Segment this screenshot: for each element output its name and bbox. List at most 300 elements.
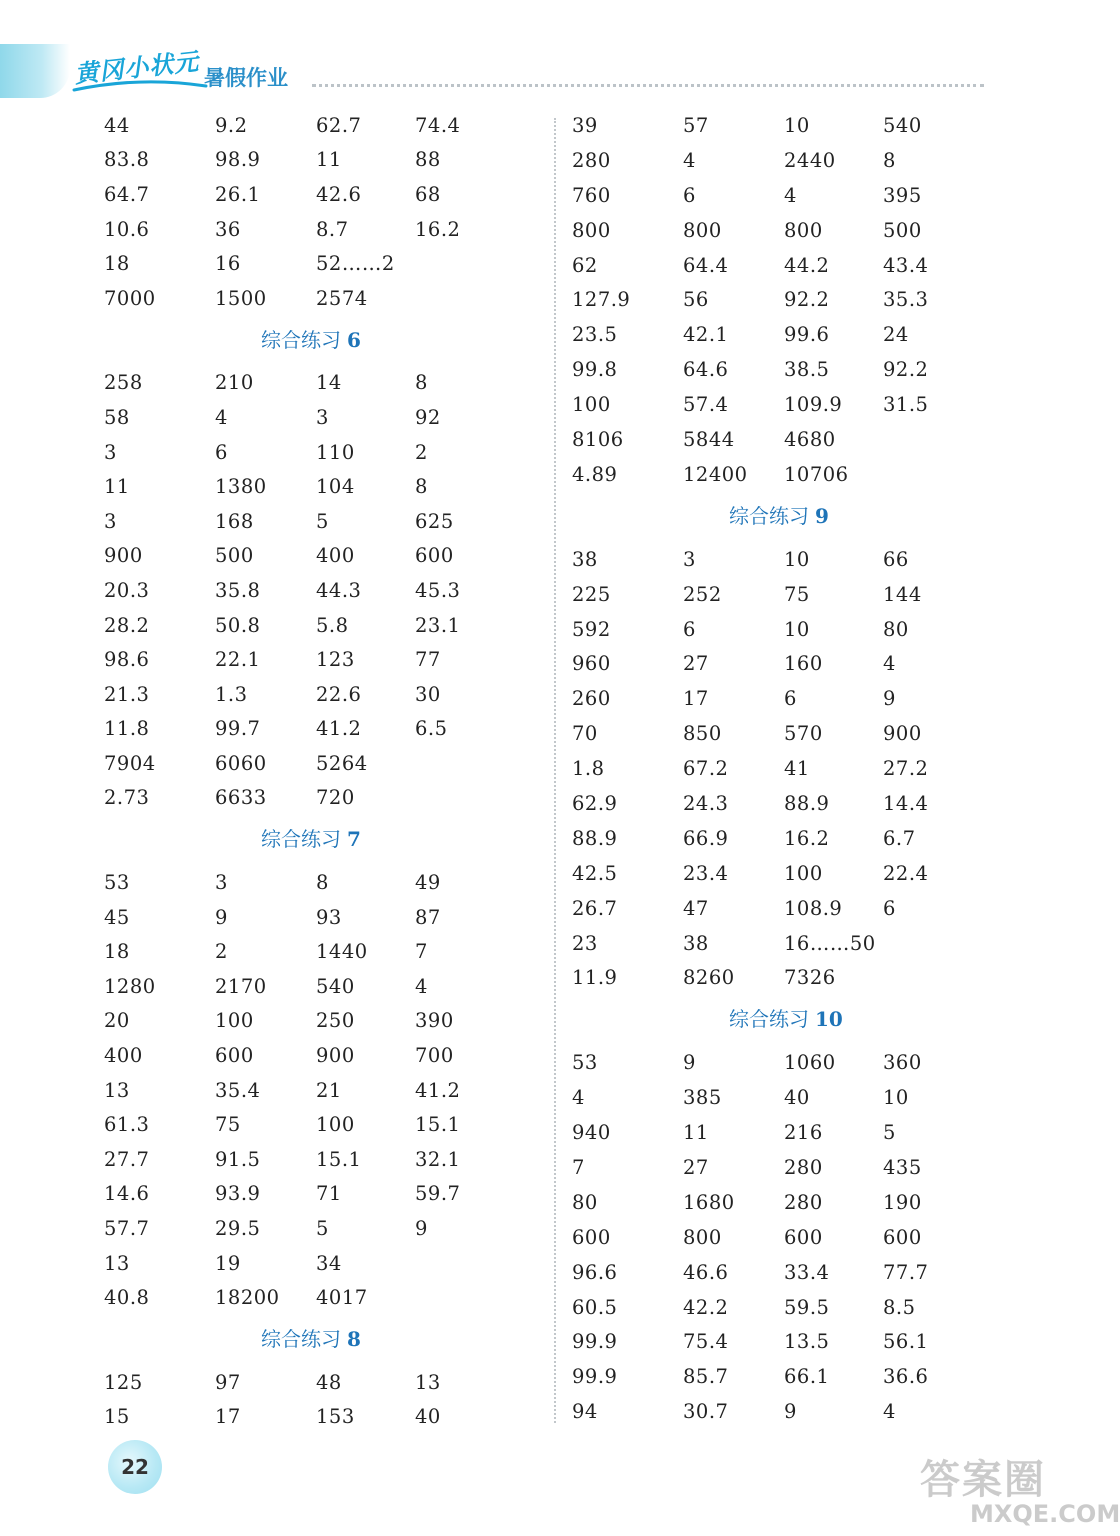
answer-row <box>104 642 534 677</box>
answer-cell: 32.1 <box>415 1147 461 1171</box>
answer-cell: 760 <box>572 183 611 207</box>
answer-row <box>572 248 1002 283</box>
answer-cell: 8.5 <box>883 1295 916 1319</box>
answer-cell: 83.8 <box>104 148 150 172</box>
answer-row <box>104 435 534 470</box>
answer-cell: 210 <box>215 371 254 395</box>
answer-row <box>572 422 1002 457</box>
answer-cell: 16 <box>215 252 241 276</box>
answer-cell: 46.6 <box>683 1260 729 1284</box>
column-divider <box>554 118 556 1423</box>
answer-row <box>104 108 534 143</box>
answer-row <box>104 281 534 316</box>
answer-cell: 64.7 <box>104 182 150 206</box>
answer-row <box>104 366 534 401</box>
answer-cell: 99.9 <box>572 1365 618 1389</box>
answer-row <box>572 1080 1002 1115</box>
answer-cell: 7000 <box>104 286 156 310</box>
answer-column-right <box>572 108 1002 1429</box>
answer-cell: 53 <box>572 1051 598 1075</box>
section-title-text: 综合练习 <box>261 827 341 852</box>
answer-cell: 58 <box>104 405 130 429</box>
answer-cell: 100 <box>572 393 611 417</box>
answer-cell: 6.5 <box>415 717 448 741</box>
answer-cell: 40.8 <box>104 1286 150 1310</box>
answer-cell: 94 <box>572 1400 598 1424</box>
answer-cell: 13 <box>415 1370 441 1394</box>
answer-cell: 100 <box>215 1009 254 1033</box>
answer-cell: 9 <box>784 1400 797 1424</box>
answer-cell: 900 <box>104 544 143 568</box>
answer-row <box>104 1142 534 1177</box>
answer-cell: 2.73 <box>104 786 150 810</box>
answer-row <box>104 1073 534 1108</box>
answer-cell: 92 <box>415 405 441 429</box>
answer-cell: 35.3 <box>883 288 929 312</box>
answer-cell: 8260 <box>683 966 735 990</box>
answer-cell: 98.6 <box>104 648 150 672</box>
section-title <box>572 995 1002 1045</box>
answer-row <box>572 1185 1002 1220</box>
answer-cell: 6 <box>683 617 696 641</box>
answer-cell: 9.2 <box>215 113 248 137</box>
answer-cell: 1.8 <box>572 757 605 781</box>
answer-cell: 42.5 <box>572 861 618 885</box>
answer-cell: 41.2 <box>415 1078 461 1102</box>
answer-row <box>572 577 1002 612</box>
answer-cell: 88 <box>415 148 441 172</box>
answer-cell: 30 <box>415 682 441 706</box>
answer-row <box>572 457 1002 492</box>
answer-row <box>572 786 1002 821</box>
answer-cell: 5 <box>883 1121 896 1145</box>
answer-row <box>572 282 1002 317</box>
answer-cell: 10706 <box>784 462 849 486</box>
answer-cell: 18200 <box>215 1286 280 1310</box>
answer-cell: 2170 <box>215 974 267 998</box>
answer-cell: 1380 <box>215 475 267 499</box>
answer-cell: 3 <box>104 440 117 464</box>
answer-cell: 26.1 <box>215 182 261 206</box>
answer-row <box>104 781 534 816</box>
section-title-text: 综合练习 <box>729 1007 809 1032</box>
answer-row <box>572 646 1002 681</box>
answer-cell: 900 <box>883 722 922 746</box>
watermark-logo: 答案圈 <box>920 1457 1046 1503</box>
answer-cell: 110 <box>316 440 355 464</box>
answer-cell: 9 <box>683 1051 696 1075</box>
answer-cell: 108.9 <box>784 896 843 920</box>
answer-row <box>572 751 1002 786</box>
answer-cell: 4017 <box>316 1286 368 1310</box>
answer-cell: 8 <box>883 148 896 172</box>
answer-cell: 800 <box>784 218 823 242</box>
answer-cell: 34 <box>316 1251 342 1275</box>
answer-cell: 6.7 <box>883 826 916 850</box>
answer-cell: 720 <box>316 786 355 810</box>
answer-cell: 800 <box>572 218 611 242</box>
answer-cell: 360 <box>883 1051 922 1075</box>
answer-cell: 47 <box>683 896 709 920</box>
answer-row <box>572 178 1002 213</box>
answer-row <box>104 539 534 574</box>
answer-cell: 27.7 <box>104 1147 150 1171</box>
answer-cell: 540 <box>883 113 922 137</box>
brand-swoosh-icon <box>70 78 210 94</box>
answer-cell: 100 <box>784 861 823 885</box>
answer-cell: 2 <box>415 440 428 464</box>
answer-cell: 260 <box>572 687 611 711</box>
answer-cell: 8 <box>415 475 428 499</box>
header-color-band <box>0 44 70 98</box>
answer-cell: 45 <box>104 905 130 929</box>
answer-cell: 59.7 <box>415 1182 461 1206</box>
answer-row <box>572 352 1002 387</box>
answer-cell: 8.7 <box>316 217 349 241</box>
answer-row <box>572 1359 1002 1394</box>
answer-cell: 6 <box>215 440 228 464</box>
answer-row <box>572 317 1002 352</box>
answer-cell: 435 <box>883 1155 922 1179</box>
answer-cell: 600 <box>883 1225 922 1249</box>
answer-cell: 11.8 <box>104 717 150 741</box>
answer-row <box>572 1255 1002 1290</box>
answer-cell: 2 <box>215 940 228 964</box>
answer-cell: 22.6 <box>316 682 362 706</box>
answer-cell: 592 <box>572 617 611 641</box>
answer-cell: 1440 <box>316 940 368 964</box>
answer-cell: 1500 <box>215 286 267 310</box>
answer-cell: 4 <box>784 183 797 207</box>
answer-cell: 4 <box>683 148 696 172</box>
answer-cell: 60.5 <box>572 1295 618 1319</box>
answer-cell: 10 <box>883 1086 909 1110</box>
answer-cell: 19 <box>215 1251 241 1275</box>
answer-cell: 96.6 <box>572 1260 618 1284</box>
answer-cell: 99.7 <box>215 717 261 741</box>
answer-row <box>572 1325 1002 1360</box>
answer-cell: 38.5 <box>784 358 830 382</box>
answer-cell: 109.9 <box>784 393 843 417</box>
answer-cell: 7904 <box>104 751 156 775</box>
answer-cell: 5 <box>316 1217 329 1241</box>
answer-cell: 23 <box>572 931 598 955</box>
answer-cell: 10 <box>784 617 810 641</box>
watermark <box>910 1448 1120 1536</box>
answer-cell: 570 <box>784 722 823 746</box>
answer-row <box>104 1246 534 1281</box>
section-title <box>104 1315 534 1365</box>
answer-cell: 66 <box>883 547 909 571</box>
answer-cell: 6 <box>784 687 797 711</box>
answer-row <box>572 926 1002 961</box>
answer-row <box>104 246 534 281</box>
answer-row <box>572 1394 1002 1429</box>
answer-cell: 104 <box>316 475 355 499</box>
answer-cell: 10 <box>784 547 810 571</box>
answer-row <box>572 387 1002 422</box>
answer-cell: 26.7 <box>572 896 618 920</box>
answer-cell: 61.3 <box>104 1113 150 1137</box>
answer-row <box>104 469 534 504</box>
section-title-number: 7 <box>347 827 361 852</box>
answer-row <box>572 213 1002 248</box>
answer-cell: 9 <box>215 905 228 929</box>
answer-cell: 77 <box>415 648 441 672</box>
answer-cell: 38 <box>572 547 598 571</box>
answer-cell: 6 <box>683 183 696 207</box>
answer-row <box>104 1365 534 1400</box>
answer-cell: 88.9 <box>572 826 618 850</box>
answer-cell: 77.7 <box>883 1260 929 1284</box>
answer-cell: 4 <box>215 405 228 429</box>
answer-cell: 17 <box>683 687 709 711</box>
answer-cell: 540 <box>316 974 355 998</box>
answer-cell: 500 <box>215 544 254 568</box>
brand-logo: 黄冈小状元 <box>73 47 201 89</box>
answer-cell: 395 <box>883 183 922 207</box>
answer-cell: 31.5 <box>883 393 929 417</box>
answer-cell: 42.2 <box>683 1295 729 1319</box>
header-dotted-rule <box>312 84 984 87</box>
answer-row <box>104 712 534 747</box>
answer-cell: 27 <box>683 1155 709 1179</box>
section-title-number: 9 <box>815 503 829 528</box>
section-title-text: 综合练习 <box>729 503 809 528</box>
answer-cell: 9 <box>883 687 896 711</box>
answer-cell: 7 <box>572 1155 585 1179</box>
answer-cell: 280 <box>784 1155 823 1179</box>
answer-cell: 13.5 <box>784 1330 830 1354</box>
answer-cell: 280 <box>784 1190 823 1214</box>
answer-cell: 390 <box>415 1009 454 1033</box>
answer-row <box>104 1211 534 1246</box>
answer-row <box>104 1400 534 1435</box>
answer-cell: 68 <box>415 182 441 206</box>
answer-cell: 280 <box>572 148 611 172</box>
answer-cell: 258 <box>104 371 143 395</box>
answer-cell: 48 <box>316 1370 342 1394</box>
answer-cell: 190 <box>883 1190 922 1214</box>
answer-row <box>104 1004 534 1039</box>
answer-cell: 900 <box>316 1044 355 1068</box>
section-title-text: 综合练习 <box>261 1327 341 1351</box>
answer-cell: 64.4 <box>683 253 729 277</box>
answer-cell: 21.3 <box>104 682 150 706</box>
answer-cell: 11 <box>104 475 130 499</box>
answer-cell: 28.2 <box>104 613 150 637</box>
answer-cell: 8106 <box>572 427 624 451</box>
answer-cell: 1680 <box>683 1190 735 1214</box>
answer-cell: 1280 <box>104 974 156 998</box>
answer-cell: 3 <box>316 405 329 429</box>
answer-cell: 125 <box>104 1370 143 1394</box>
answer-cell: 62.9 <box>572 791 618 815</box>
answer-cell: 56 <box>683 288 709 312</box>
answer-cell: 5844 <box>683 427 735 451</box>
section-title <box>104 316 534 366</box>
answer-cell: 75.4 <box>683 1330 729 1354</box>
answer-cell: 625 <box>415 509 454 533</box>
answer-cell: 42.6 <box>316 182 362 206</box>
answer-row <box>104 1280 534 1315</box>
answer-row <box>572 108 1002 143</box>
answer-cell: 13 <box>104 1078 130 1102</box>
answer-cell: 7 <box>415 940 428 964</box>
answer-cell: 14.4 <box>883 791 929 815</box>
answer-cell: 400 <box>316 544 355 568</box>
answer-cell: 6060 <box>215 751 267 775</box>
answer-cell: 22.4 <box>883 861 929 885</box>
section-title-number: 8 <box>347 1327 361 1351</box>
answer-cell: 33.4 <box>784 1260 830 1284</box>
watermark-url: MXQE.COM <box>970 1500 1120 1528</box>
answer-cell: 2440 <box>784 148 836 172</box>
answer-row <box>104 504 534 539</box>
answer-cell: 3 <box>683 547 696 571</box>
answer-cell: 23.5 <box>572 323 618 347</box>
answer-cell: 80 <box>883 617 909 641</box>
answer-cell: 216 <box>784 1121 823 1145</box>
answer-cell: 225 <box>572 582 611 606</box>
answer-cell: 4 <box>883 652 896 676</box>
answer-cell: 8 <box>316 871 329 895</box>
answer-cell: 940 <box>572 1121 611 1145</box>
answer-cell: 23.4 <box>683 861 729 885</box>
answer-cell: 24.3 <box>683 791 729 815</box>
answer-cell: 11 <box>683 1121 709 1145</box>
answer-cell: 42.1 <box>683 323 729 347</box>
answer-cell: 18 <box>104 252 130 276</box>
answer-row <box>572 542 1002 577</box>
answer-row <box>104 1107 534 1142</box>
answer-cell: 66.9 <box>683 826 729 850</box>
answer-cell: 74.4 <box>415 113 461 137</box>
section-title-text: 综合练习 <box>261 327 341 352</box>
answer-cell: 24 <box>883 323 909 347</box>
answer-cell: 92.2 <box>883 358 929 382</box>
answer-cell: 27.2 <box>883 757 929 781</box>
answer-cell: 57.7 <box>104 1217 150 1241</box>
answer-cell: 960 <box>572 652 611 676</box>
answer-cell: 18 <box>104 940 130 964</box>
answer-cell: 53 <box>104 871 130 895</box>
answer-row <box>104 677 534 712</box>
answer-cell: 39 <box>572 113 598 137</box>
answer-row <box>572 821 1002 856</box>
answer-cell: 15 <box>104 1405 130 1429</box>
answer-cell: 800 <box>683 1225 722 1249</box>
answer-cell: 13 <box>104 1251 130 1275</box>
answer-cell: 14.6 <box>104 1182 150 1206</box>
answer-cell: 4680 <box>784 427 836 451</box>
answer-cell: 3 <box>215 871 228 895</box>
answer-row <box>572 1115 1002 1150</box>
answer-cell: 123 <box>316 648 355 672</box>
answer-row <box>572 1045 1002 1080</box>
answer-cell: 57.4 <box>683 393 729 417</box>
answer-cell: 600 <box>215 1044 254 1068</box>
page-header <box>0 40 1090 100</box>
answer-cell: 41 <box>784 757 810 781</box>
answer-cell: 600 <box>784 1225 823 1249</box>
answer-cell: 100 <box>316 1113 355 1137</box>
answer-cell: 40 <box>784 1086 810 1110</box>
section-title <box>104 815 534 865</box>
answer-cell: 29.5 <box>215 1217 261 1241</box>
answer-cell: 252 <box>683 582 722 606</box>
answer-cell: 75 <box>215 1113 241 1137</box>
answer-cell: 5 <box>316 509 329 533</box>
answer-cell: 6633 <box>215 786 267 810</box>
answer-row <box>572 612 1002 647</box>
answer-cell: 62.7 <box>316 113 362 137</box>
answer-row <box>104 746 534 781</box>
answer-cell: 75 <box>784 582 810 606</box>
answer-cell: 7326 <box>784 966 836 990</box>
answer-cell: 850 <box>683 722 722 746</box>
answer-row <box>104 969 534 1004</box>
answer-cell: 160 <box>784 652 823 676</box>
answer-row <box>104 934 534 969</box>
answer-cell: 64.6 <box>683 358 729 382</box>
answer-row <box>572 1220 1002 1255</box>
answer-cell: 127.9 <box>572 288 631 312</box>
answer-row <box>572 681 1002 716</box>
answer-cell: 71 <box>316 1182 342 1206</box>
answer-cell: 2574 <box>316 286 368 310</box>
answer-cell: 4.89 <box>572 462 618 486</box>
answer-cell: 80 <box>572 1190 598 1214</box>
answer-cell: 70 <box>572 722 598 746</box>
header-subtitle: 暑假作业 <box>204 66 288 90</box>
answer-cell: 38 <box>683 931 709 955</box>
answer-cell: 23.1 <box>415 613 461 637</box>
answer-cell: 600 <box>415 544 454 568</box>
answer-cell: 21 <box>316 1078 342 1102</box>
answer-row <box>572 1290 1002 1325</box>
answer-row <box>104 400 534 435</box>
answer-cell: 45.3 <box>415 578 461 602</box>
page-number: 22 <box>108 1440 162 1494</box>
answer-cell: 20 <box>104 1009 130 1033</box>
answer-column-left <box>104 108 534 1434</box>
answer-row <box>572 143 1002 178</box>
answer-row <box>104 573 534 608</box>
answer-row <box>572 891 1002 926</box>
answer-row <box>572 856 1002 891</box>
answer-cell: 4 <box>883 1400 896 1424</box>
answer-row <box>104 1038 534 1073</box>
answer-row <box>104 900 534 935</box>
answer-cell: 5.8 <box>316 613 349 637</box>
answer-cell: 12400 <box>683 462 748 486</box>
answer-cell: 92.2 <box>784 288 830 312</box>
answer-cell: 67.2 <box>683 757 729 781</box>
answer-cell: 88.9 <box>784 791 830 815</box>
answer-cell: 62 <box>572 253 598 277</box>
answer-cell: 97 <box>215 1370 241 1394</box>
answer-cell: 9 <box>415 1217 428 1241</box>
answer-cell: 400 <box>104 1044 143 1068</box>
answer-cell: 44 <box>104 113 130 137</box>
answer-cell: 41.2 <box>316 717 362 741</box>
answer-cell: 500 <box>883 218 922 242</box>
answer-cell: 16.2 <box>784 826 830 850</box>
answer-cell: 700 <box>415 1044 454 1068</box>
answer-cell: 11.9 <box>572 966 618 990</box>
answer-cell: 1.3 <box>215 682 248 706</box>
